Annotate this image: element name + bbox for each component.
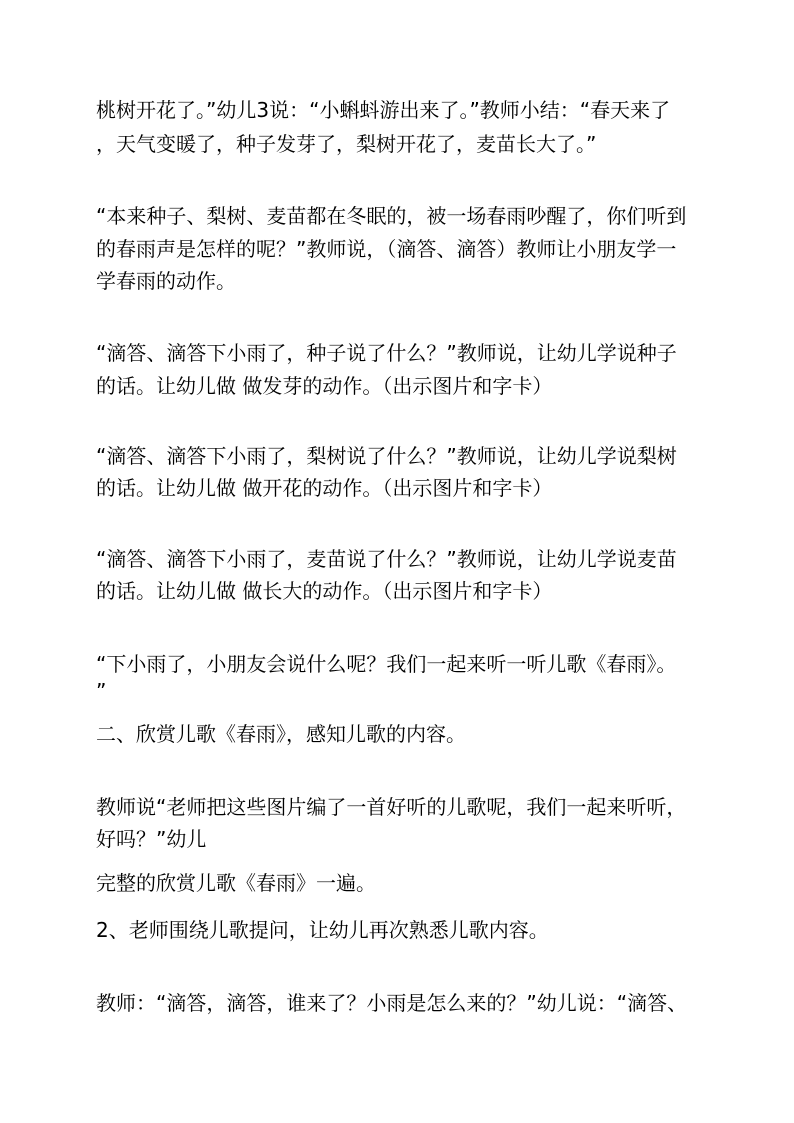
paragraph-line: 学春雨的动作。 [96,269,236,293]
paragraph-line: 教师说“老师把这些图片编了一首好听的儿歌呢，我们一起来听听， [96,795,687,819]
paragraph-line: “滴答、滴答下小雨了，梨树说了什么？”教师说，让幼儿学说梨树 [96,444,677,468]
paragraph-line: “滴答、滴答下小雨了，种子说了什么？”教师说，让幼儿学说种子 [96,341,677,365]
section-heading: 2、老师围绕儿歌提问，让幼儿再次熟悉儿歌内容。 [96,918,549,942]
paragraph-line: 教师：“滴答，滴答，谁来了？小雨是怎么来的？”幼儿说：“滴答、 [96,991,688,1015]
paragraph-line: “下小雨了，小朋友会说什么呢？我们一起来听一听儿歌《春雨》。 [96,652,677,676]
paragraph-line: 的话。让幼儿做 做长大的动作。（出示图片和字卡） [96,579,553,603]
paragraph-line: “本来种子、梨树、麦苗都在冬眠的，被一场春雨吵醒了，你们听到 [96,204,687,228]
paragraph-line: 的春雨声是怎样的呢？”教师说，（滴答、滴答）教师让小朋友学一 [96,237,677,261]
paragraph-line: 好吗？”幼儿 [96,827,207,851]
paragraph-line: “滴答、滴答下小雨了，麦苗说了什么？”教师说，让幼儿学说麦苗 [96,547,677,571]
paragraph-line: 桃树开花了。”幼儿3说：“小蝌蚪游出来了。”教师小结：“春天来了 [96,98,671,122]
paragraph-line: 的话。让幼儿做 做开花的动作。（出示图片和字卡） [96,476,553,500]
section-heading: 二、欣赏儿歌《春雨》，感知儿歌的内容。 [96,722,466,746]
paragraph-line: 的话。让幼儿做 做发芽的动作。（出示图片和字卡） [96,374,553,398]
paragraph-line: ，天气变暖了，种子发芽了，梨树开花了，麦苗长大了。” [96,132,597,156]
paragraph-line: 完整的欣赏儿歌《春雨》一遍。 [96,871,376,895]
paragraph-line: ” [96,679,107,703]
